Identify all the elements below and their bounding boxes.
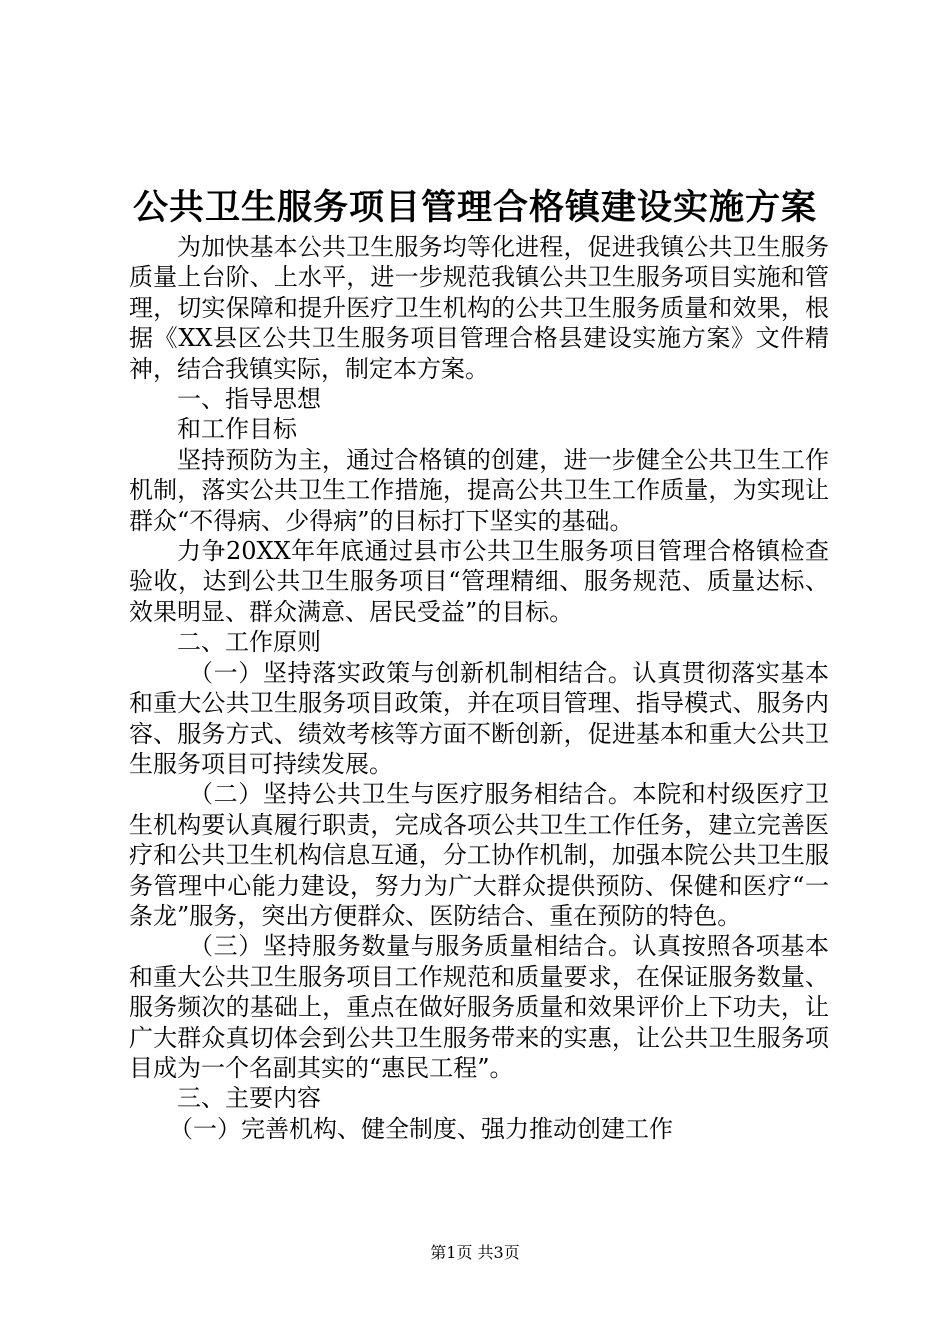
heading-guiding-thought: 一、指导思想 <box>177 385 321 414</box>
paragraph-prevention: 坚持预防为主，通过合格镇的创建，进一步健全公共卫生工作机制，落实公共卫生工作措施，提高公共卫生工作质量，为实现让群众“不得病、少得病”的目标打下坚实的基础。 <box>129 445 829 535</box>
heading-work-principles: 二、工作原则 <box>177 628 321 657</box>
paragraph-principle-1: （一）坚持落实政策与创新机制相结合。认真贯彻落实基本和重大公共卫生服务项目政策，并在项目管理、指导模式、服务内容、服务方式、绩效考核等方面不断创新，促进基本和重大公共卫生服务项目可持续发展。 <box>129 658 829 778</box>
paragraph-principle-3: （三）坚持服务数量与服务质量相结合。认真按照各项基本和重大公共卫生服务项目工作规范和质量要求，在保证服务数量、服务频次的基础上，重点在做好服务质量和效果评价上下功夫，让广大群众真切体会到公共卫生服务带来的实惠，让公共卫生服务项目成为一个名副其实的“惠民工程”。 <box>129 932 829 1082</box>
paragraph-principle-2: （二）坚持公共卫生与医疗服务相结合。本院和村级医疗卫生机构要认真履行职责，完成各项公共卫生工作任务，建立完善医疗和公共卫生机构信息互通，分工协作机制，加强本院公共卫生服务管理中心能力建设，努力为广大群众提供预防、保健和医疗“一条龙”服务，突出方便群众、医防结合、重在预防的特色。 <box>129 780 829 930</box>
document-title: 公共卫生服务项目管理合格镇建设实施方案 <box>132 187 817 228</box>
heading-main-content-1: （一）完善机构、健全制度、强力推动创建工作 <box>169 1114 673 1143</box>
paragraph-target: 力争20XX年年底通过县市公共卫生服务项目管理合格镇检查验收，达到公共卫生服务项目“管理精细、服务规范、质量达标、效果明显、群众满意、居民受益”的目标。 <box>129 537 829 626</box>
page-number: 第1页 共3页 <box>430 1243 520 1262</box>
paragraph-intro: 为加快基本公共卫生服务均等化进程，促进我镇公共卫生服务质量上台阶、上水平，进一步规范我镇公共卫生服务项目实施和管理，切实保障和提升医疗卫生机构的公共卫生服务质量和效果，根据《XX县区公共卫生服务项目管理合格县建设实施方案》文件精神，结合我镇实际，制定本方案。 <box>129 233 829 383</box>
heading-work-goal: 和工作目标 <box>177 415 297 444</box>
heading-main-content: 三、主要内容 <box>177 1084 321 1113</box>
document-body <box>129 232 829 1144</box>
